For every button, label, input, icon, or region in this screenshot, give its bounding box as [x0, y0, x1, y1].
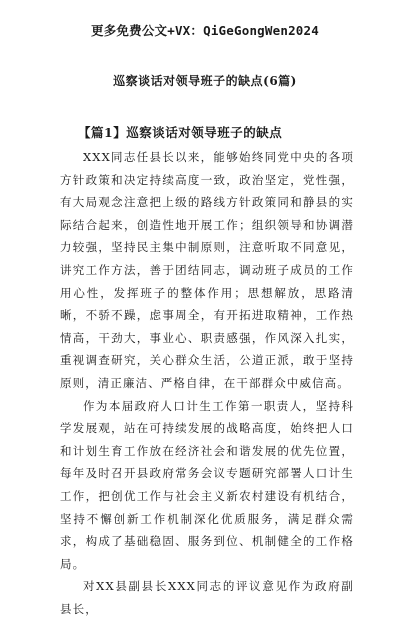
document-title: 巡察谈话对领导班子的缺点(6篇): [113, 74, 297, 88]
paragraph-3: 对XX县副县长XXX同志的评议意见作为政府副县长，: [60, 579, 354, 616]
promo-header: 更多免费公文+VX：QiGeGongWen2024: [91, 23, 319, 38]
paragraph-1: XXX同志任县长以来，能够始终同党中央的各项方针政策和决定持续高度一致，政治坚定，党性强，有大局观念注意把上级的路线方针政策同和静县的实际结合起来，创造性地开展工作；组织领导和协调潜力较强，坚持民主集中制原则，注意听取不同意见，讲究工作方法，善于团结同志，调动班子成员的工作用心性，发挥班子的整体作用；思想解放，思路清晰，不骄不躁，虑事周全，有开拓进取精神，工作热情高，干劲大，事业心、职责感强，作风深入扎实，重视调查研究，关心群众生活，公道正派，敢于坚持原则，清正廉洁、严格自律，在干部群众中威信高。: [60, 150, 354, 390]
paragraph-2: 作为本届政府人口计生工作第一职责人，坚持科学发展观，站在可持续发展的战略高度，始终把人口和计划生育工作放在经济社会和谐发展的优先位置，每年及时召开县政府常务会议专题研究部署人口计生工作，把创优工作与社会主义新农村建设有机结合，坚持不懈创新工作机制深化优质服务，满足群众需求，构成了基础稳固、服务到位、机制健全的工作格局。: [60, 398, 354, 571]
section-title: 【篇1】巡察谈话对领导班子的缺点: [78, 125, 283, 140]
body-text: [60, 146, 354, 620]
